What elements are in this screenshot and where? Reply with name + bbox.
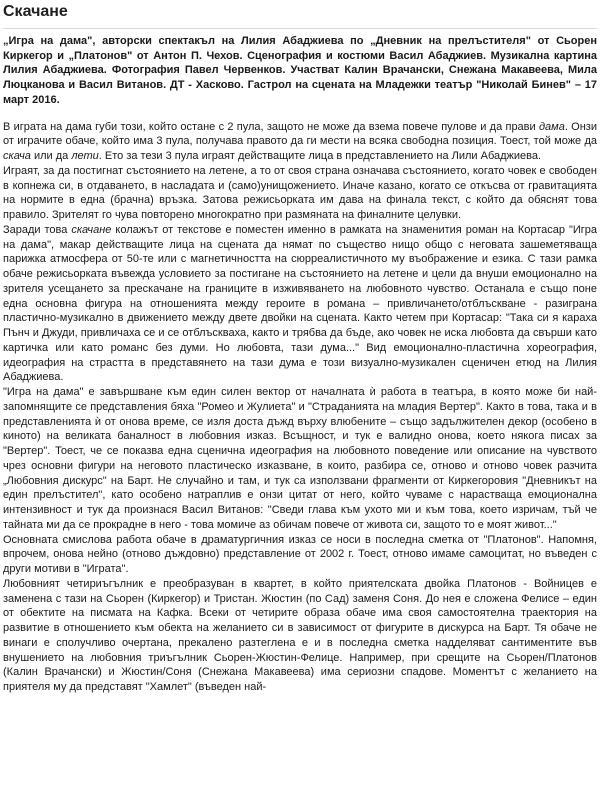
title-divider xyxy=(3,28,597,29)
emphasis: лети xyxy=(71,150,99,163)
text-run: или да xyxy=(30,150,72,163)
emphasis: дама xyxy=(538,120,565,133)
emphasis: скачане xyxy=(71,223,112,236)
text-run: Заради това xyxy=(3,223,72,236)
paragraph-4: "Игра на дама" е завършване към един силен вектор от началната ѝ работа в театъра, в която може би най-запомнящите се представления бяха "Ромео и Жулиета" и "Страданията на младия Вертер". Както в това, така и в представленията ѝ от онова време, се изля доста дъжд върху влюбените – също задължителен декор (особено в киното) на великата баналност в любовния изказ. Всъщност, и тук е валидно онова, което някога писах за "Вертер". Тоест, че се показва една сценична идеография на любовното поведение или описание на чувството чрез основни фигури на неговото пластическо изказване, в които, разбира се, отново и отново човек разчита „Любовния дискурс" на Барт. Не случайно и там, и тук са използвани фрагменти от Киркегоровия "Дневникът на един прелъстител", като особено натраплив е онзи цитат от него, който чуваме с нарастваща емоционална интензивност и тук да произнася Васил Витанов: "Сведи глава към ухото ми и към това, което изричам, тъй че тайната ми да се прокрадне в него - това момиче аз обичам повече от живота си, защото то е моят живот..." xyxy=(3,386,597,531)
text-run: колажът от текстове е поместен именно в рамката на знаменития роман на Кортасар "Игра на дама", макар действащите лица на сцената да нямат по същество нищо общо с неговата зашеметяваща парижка атмосфера от 50-те или с магнетичността на сюрреалистичното му въображение и езика. С тази рамка обаче режисьорката въвежда условието за постигане на състоянието на летене и цели да внуши емоционално на зрителя усещането за прескачане на границите в изживяването на любовното чувство. Останала е също поне една основна фигура на отношенията между героите в романа – привличането/отблъскване - разиграна пластично-музикално в движението между двете двойки на сцената. Както четем при Кортасар: "Така си я караха Пънч и Джуди, привличаха се и се отблъскваха, както и трябва да бъде, ако човек не иска любовта да свърши като картичка или като романс без думи. Но любовта, тази дума..." Вид емоционално-пластична хореография, идеография на страстта в представянето на тази дума е този визуално-музикален сценичен етюд на Лилия Абаджиева. xyxy=(3,223,598,384)
paragraph-3 xyxy=(3,223,597,385)
paragraph-5: Основната смислова работа обаче в драматургичния изказ се носи в последна сметка от "Платонов". Напомня, впрочем, онова нейно (отново дъждовно) представление от 2002 г. Тоест, отново имаме самоцитат, но въведен с други мотиви в "Играта". xyxy=(3,533,597,576)
paragraph-6: Любовният четириъгълник е преобразуван в квартет, в който приятелската двойка Платонов - Войницев е заменена с тази на Сьорен (Киркегор) и Тристан. Жюстин (по Сад) заменя Соня. До нея е сложена Фелисе – един от обектите на писмата на Кафка. Всеки от четирите образа обаче има своя самостоятелна траектория на развитие в отношението към обекта на желанието си в зависимост от фигурите в дискурса на Барт. Тя обаче не винаги е сполучливо очертана, прекалено разтеглена е и в последна сметка надделяват сантиментите във внушението на любовния триъгълник Сьорен-Жюстин-Фелице. Например, при срещите на Сьорен/Платонов (Калин Врачански) и Жюстин/Соня (Снежана Макавеева) има сериозни спадове. Моментът с желанието на приятеля му да представят "Хамлет" (въведен най- xyxy=(3,577,597,694)
text-run: . Онзи от играчите обаче, който има 3 пула, получава правото да ги мести на всяка свободна позиция. Тоест, той може да xyxy=(3,120,597,148)
production-credits: „Игра на дама", авторски спектакъл на Лилия Абаджиева по „Дневник на прелъстителя" от Сьорен Киркегор и „Платонов" от Антон П. Чехов. Сценография и костюми Васил Абаджиев. Музикална картина Лилия Абаджиева. Фотография Павел Червенков. Участват Калин Врачански, Снежана Макавеева, Мила Люцканова и Васил Витанов. ДТ - Хасково. Гастрол на сцената на Младежки театър "Николай Бинев" – 17 март 2016. xyxy=(3,35,597,106)
article xyxy=(3,0,597,695)
paragraph-2: Играят, за да постигнат състоянието на летене, а то от своя страна означава състоянието, когато човек е свободен в копнежа си, в отдаването, в насладата и (само)унищожението. Иначе казано, когато се откъсва от гравитацията на нормите в една (брачна) връзка. Затова режисьорката им дава на финала текст, с който да обяснят това правило. Зрителят го чува повторено многократно при размяната на финалните целувки. xyxy=(3,164,597,222)
paragraph-1 xyxy=(3,120,597,164)
text-run: . Ето за тези 3 пула играят действащите лица в представлението на Лили Абаджиева. xyxy=(98,150,542,163)
text-run: В играта на дама губи този, който остане с 2 пула, защото не може да взема повече пулове и да прави xyxy=(3,120,539,133)
emphasis: скача xyxy=(3,150,31,163)
article-title: Скачане xyxy=(3,3,68,20)
